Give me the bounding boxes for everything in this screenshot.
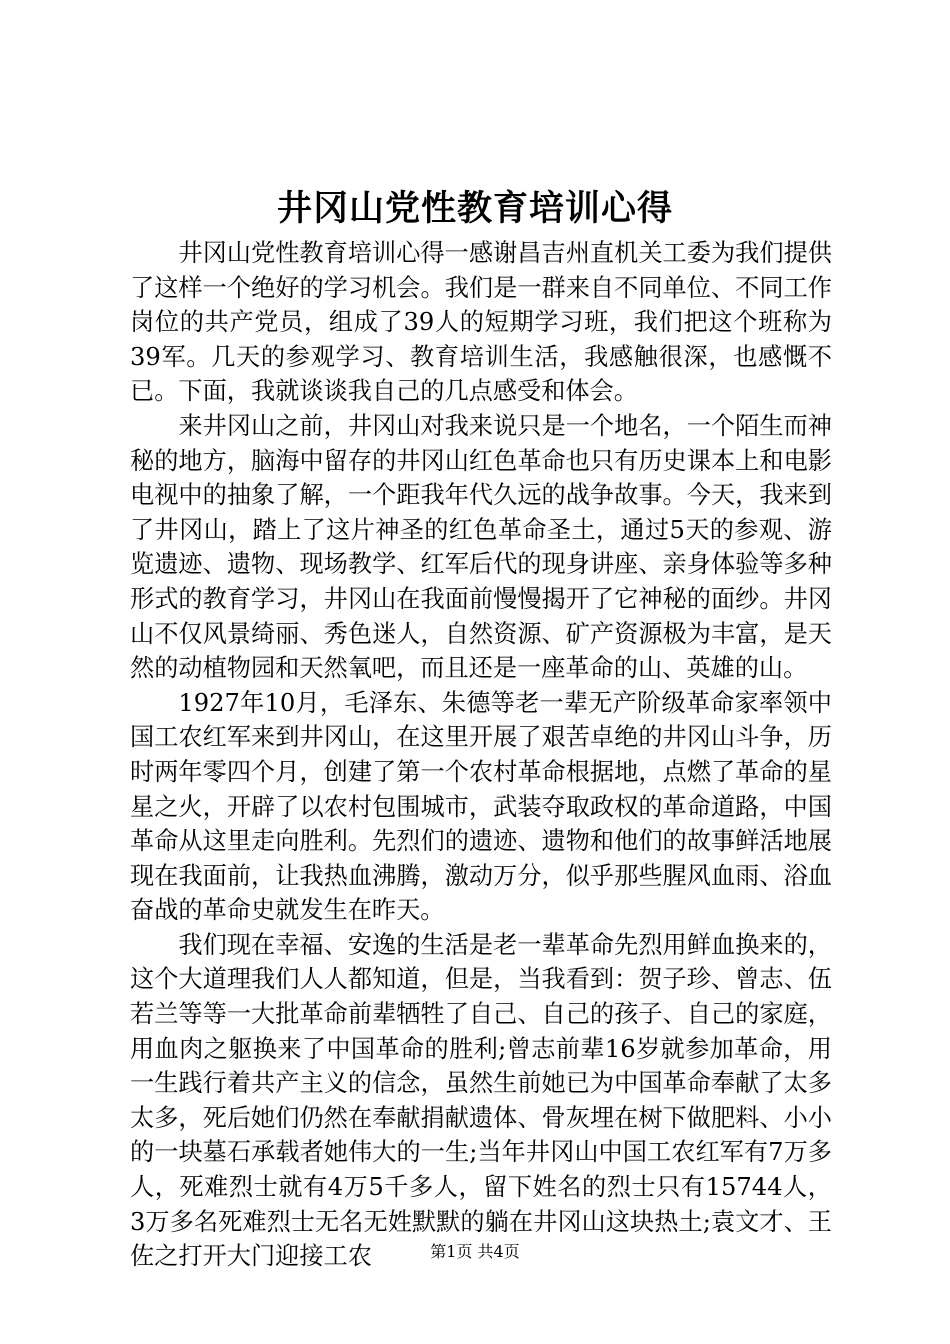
paragraph-3: 1927年10月，毛泽东、朱德等老一辈无产阶级革命家率领中国工农红军来到井冈山，在这里开展了艰苦卓绝的井冈山斗争，历时两年零四个月，创建了第一个农村革命根据地，点燃了革命的星星之火，开辟了以农村包围城市，武装夺取政权的革命道路，中国革命从这里走向胜利。先烈们的遗迹、遗物和他们的故事鲜活地展现在我面前，让我热血沸腾，激动万分，似乎那些腥风血雨、浴血奋战的革命史就发生在昨天。	[130, 688, 832, 925]
document-title: 井冈山党性教育培训心得	[276, 188, 673, 229]
paragraph-2: 来井冈山之前，井冈山对我来说只是一个地名，一个陌生而神秘的地方，脑海中留存的井冈山红色革命也只有历史课本上和电影电视中的抽象了解，一个距我年代久远的战争故事。今天，我来到了井冈山，踏上了这片神圣的红色革命圣土，通过5天的参观、游览遗迹、遗物、现场教学、红军后代的现身讲座、亲身体验等多种形式的教育学习，井冈山在我面前慢慢揭开了它神秘的面纱。井冈山不仅风景绮丽、秀色迷人，自然资源、矿产资源极为丰富，是天然的动植物园和天然氧吧，而且还是一座革命的山、英雄的山。	[130, 411, 832, 683]
page-footer: 第1页 共4页	[430, 1242, 520, 1261]
document-body	[130, 236, 832, 1274]
paragraph-1: 井冈山党性教育培训心得一感谢昌吉州直机关工委为我们提供了这样一个绝好的学习机会。我们是一群来自不同单位、不同工作岗位的共产党员，组成了39人的短期学习班，我们把这个班称为39军。几天的参观学习、教育培训生活，我感触很深，也感慨不已。下面，我就谈谈我自己的几点感受和体会。	[130, 239, 832, 406]
paragraph-4: 我们现在幸福、安逸的生活是老一辈革命先烈用鲜血换来的，这个大道理我们人人都知道，但是，当我看到：贺子珍、曾志、伍若兰等等一大批革命前辈牺牲了自己、自己的孩子、自己的家庭，用血肉之躯换来了中国革命的胜利;曾志前辈16岁就参加革命，用一生践行着共产主义的信念，虽然生前她已为中国革命奉献了太多太多，死后她们仍然在奉献捐献遗体、骨灰埋在树下做肥料、小小的一块墓石承载者她伟大的一生;当年井冈山中国工农红军有7万多人，死难烈士就有4万5千多人，留下姓名的烈士只有15744人，3万多名死难烈士无名无姓默默的躺在井冈山这块热土;袁文才、王佐之打开大门迎接工农	[130, 930, 832, 1271]
